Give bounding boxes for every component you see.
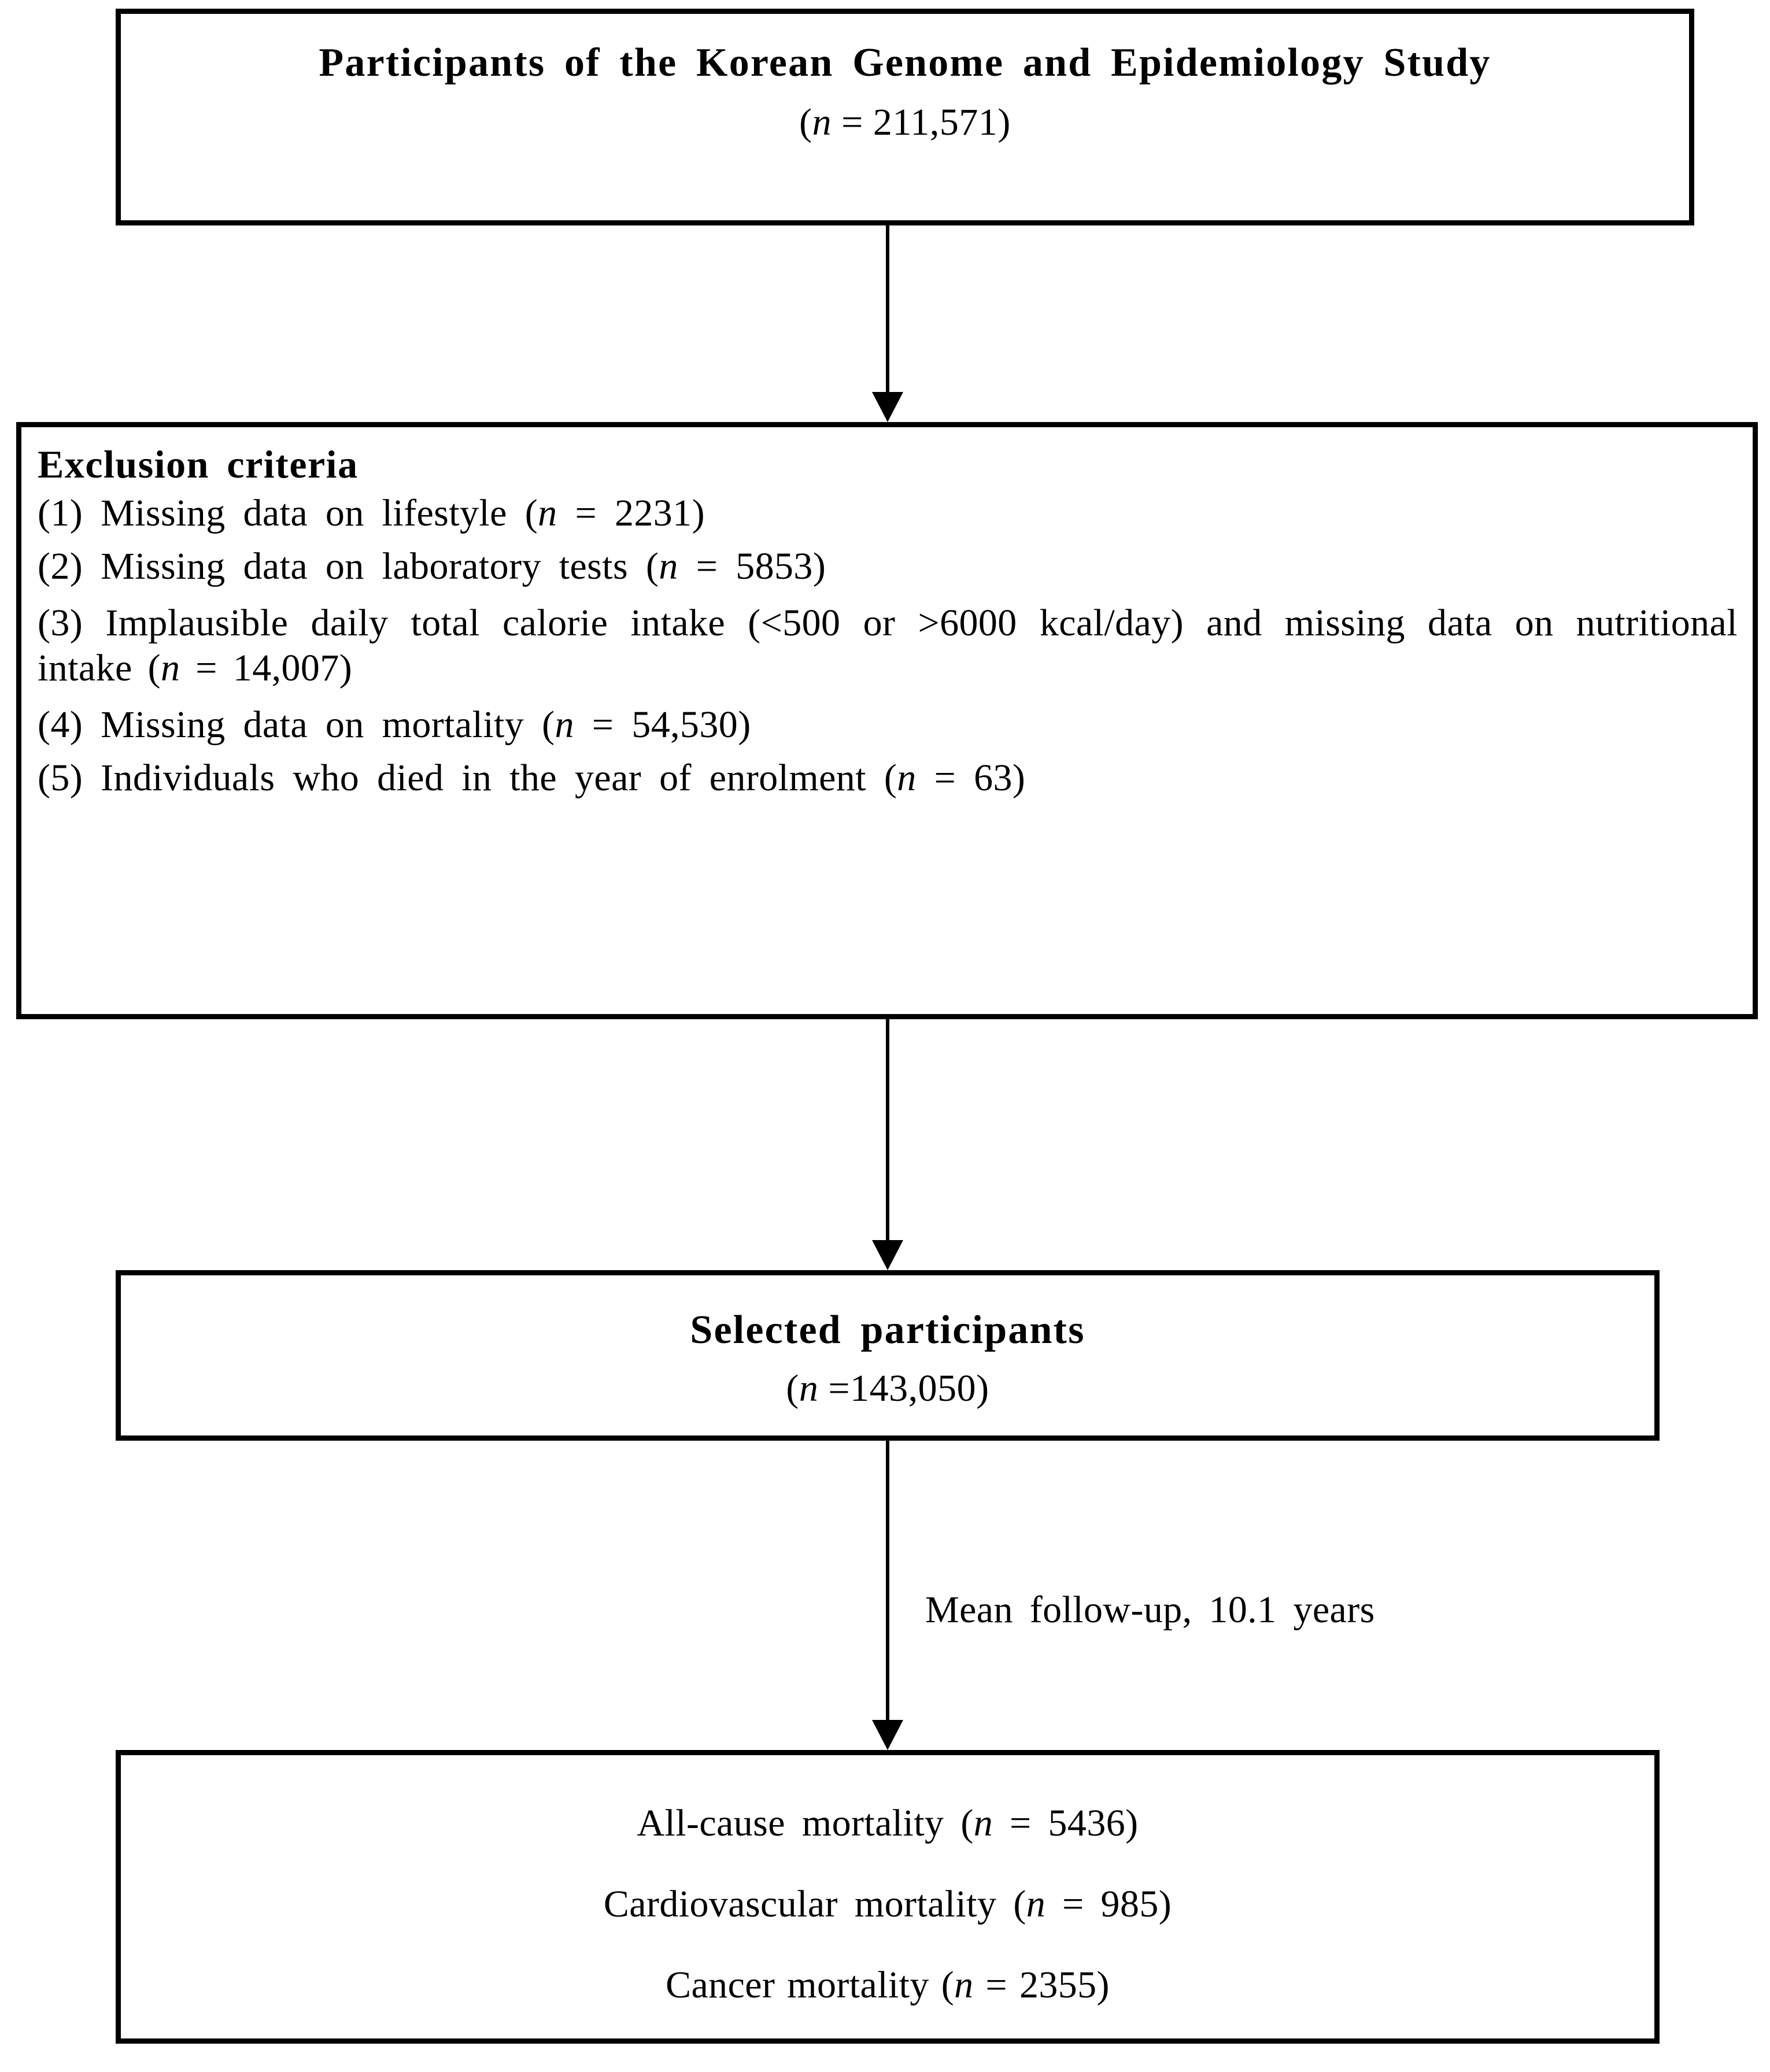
exclusion-item-4	[38, 703, 1738, 746]
exclusion-criteria-heading: Exclusion criteria	[38, 442, 359, 486]
outcome-2-n: 2355	[1019, 1964, 1097, 2006]
exclusion-item-3-index: (3)	[38, 602, 83, 644]
exclusion-item-4-text: Missing data on mortality	[101, 703, 524, 746]
exclusion-item-5	[38, 756, 1738, 799]
outcome-0-text: All-cause mortality	[637, 1802, 944, 1844]
selected-count-eq: =	[818, 1367, 851, 1409]
exclusion-item-3-text: Implausible daily total calorie intake (<500 or >6000 kcal/day) and missing data on nutritional intake	[38, 602, 1738, 689]
exclusion-item-2-count: (n = 5853)	[646, 545, 826, 587]
outcome-2-count: (n = 2355)	[941, 1964, 1110, 2006]
cohort-n-symbol: n	[812, 101, 832, 143]
exclusion-item-5-count: (n = 63)	[884, 756, 1026, 799]
exclusion-item-2	[38, 547, 1738, 586]
exclusion-item-5-text: Individuals who died in the year of enrolment	[101, 756, 866, 799]
selected-count-close: )	[976, 1367, 989, 1409]
arrowhead-down-icon	[872, 1240, 903, 1270]
outcome-1-n: 985	[1100, 1883, 1159, 1925]
exclusion-item-1-text: Missing data on lifestyle	[101, 492, 507, 534]
cohort-box-count	[121, 103, 1689, 142]
exclusion-criteria-box	[16, 422, 1758, 1019]
exclusion-item-5-index: (5)	[38, 756, 83, 799]
cohort-count-open: (	[799, 101, 812, 143]
cohort-count-eq: =	[832, 101, 873, 143]
exclusion-item-3-n: 14,007	[232, 646, 339, 689]
connector-line	[886, 1441, 889, 1722]
exclusion-item-2-n: 5853	[736, 545, 813, 587]
exclusion-criteria-content	[38, 442, 1738, 799]
cohort-n-value: 211,571	[873, 101, 998, 143]
exclusion-item-3-count: (n = 14,007)	[147, 646, 353, 689]
cohort-box	[116, 9, 1694, 225]
arrowhead-down-icon	[872, 392, 903, 422]
cohort-count-close: )	[997, 101, 1011, 143]
exclusion-item-4-count: (n = 54,530)	[542, 703, 751, 746]
selected-participants-count	[121, 1367, 1654, 1409]
selected-n-value: 143,050	[850, 1367, 977, 1409]
outcome-0-n: 5436	[1048, 1802, 1126, 1844]
exclusion-item-2-text: Missing data on laboratory tests	[101, 545, 629, 587]
connector-line	[886, 1019, 889, 1242]
exclusion-item-5-n: 63	[974, 756, 1013, 799]
outcome-cardiovascular-mortality	[121, 1885, 1654, 1923]
exclusion-item-1-index: (1)	[38, 492, 83, 534]
selected-participants-box	[116, 1270, 1660, 1441]
exclusion-item-4-n: 54,530	[631, 703, 738, 746]
selected-count-open: (	[786, 1367, 799, 1409]
exclusion-item-1-count: (n = 2231)	[524, 492, 705, 534]
outcomes-box	[116, 1750, 1660, 2044]
exclusion-item-2-index: (2)	[38, 545, 83, 587]
outcome-1-text: Cardiovascular mortality	[603, 1883, 997, 1925]
outcome-1-count: (n = 985)	[1013, 1883, 1172, 1925]
selected-participants-title: Selected participants	[690, 1308, 1085, 1352]
outcome-all-cause-mortality	[121, 1804, 1654, 1842]
arrowhead-down-icon	[872, 1720, 903, 1750]
connector-line	[886, 225, 889, 394]
exclusion-item-1-n: 2231	[614, 492, 692, 534]
cohort-box-title: Participants of the Korean Genome and Epidemiology Study	[319, 40, 1491, 85]
outcome-cancer-mortality	[121, 1966, 1654, 2004]
selected-n-symbol: n	[799, 1367, 819, 1409]
exclusion-item-4-index: (4)	[38, 703, 83, 746]
outcome-2-text: Cancer mortality	[666, 1964, 929, 2006]
outcome-0-count: (n = 5436)	[960, 1802, 1139, 1844]
exclusion-item-1	[38, 494, 1738, 532]
followup-label: Mean follow-up, 10.1 years	[925, 1589, 1375, 1631]
exclusion-item-3	[38, 601, 1738, 691]
